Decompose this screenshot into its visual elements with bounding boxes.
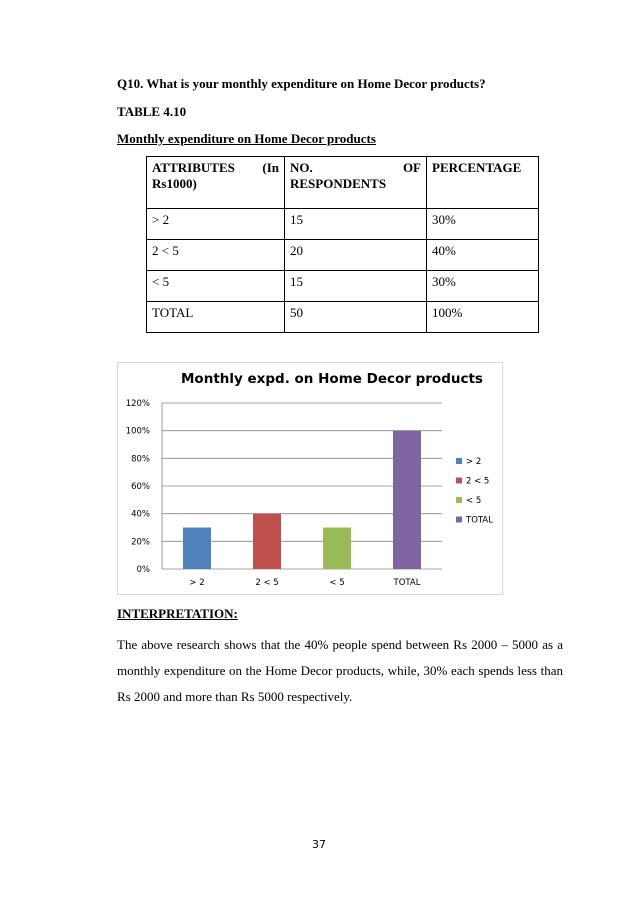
table-cell: > 2	[147, 209, 285, 240]
table-cell: TOTAL	[147, 302, 285, 333]
table-row	[147, 302, 539, 333]
header-respondents	[285, 157, 427, 209]
table-header-row	[147, 157, 539, 209]
table-cell: 30%	[427, 209, 539, 240]
x-tick-label: TOTAL	[393, 578, 421, 588]
table-cell: 30%	[427, 271, 539, 302]
legend-label: TOTAL	[466, 515, 493, 526]
bar	[183, 528, 211, 570]
table-cell: 2 < 5	[147, 240, 285, 271]
header-percentage: PERCENTAGE	[427, 157, 539, 209]
y-tick-label: 20%	[131, 537, 150, 548]
table-label: TABLE 4.10	[117, 104, 187, 119]
header-attributes-unit: Rs1000)	[152, 176, 197, 191]
chart-canvas	[118, 363, 502, 594]
legend-label: > 2	[466, 457, 482, 467]
interpretation-heading: INTERPRETATION:	[117, 606, 238, 621]
chart-title: Monthly expd. on Home Decor products	[181, 371, 483, 387]
y-tick-label: 80%	[131, 454, 150, 465]
table-cell: 15	[285, 209, 427, 240]
header-respondents-word: RESPONDENTS	[290, 176, 387, 191]
legend-label: 2 < 5	[466, 476, 490, 487]
y-tick-label: 60%	[131, 482, 150, 492]
header-respondents-no: NO.	[290, 160, 313, 175]
question-heading: Q10. What is your monthly expenditure on Home Decor products?	[117, 76, 486, 91]
header-attributes-word: ATTRIBUTES	[152, 160, 235, 175]
legend-swatch	[456, 497, 462, 503]
legend-swatch	[456, 458, 462, 464]
table-row	[147, 271, 539, 302]
y-tick-label: 40%	[131, 509, 150, 520]
table-row	[147, 209, 539, 240]
table-cell: 15	[285, 271, 427, 302]
header-attributes-in: (In	[262, 160, 279, 175]
bar	[323, 528, 351, 570]
table-row	[147, 240, 539, 271]
table-cell: 100%	[427, 302, 539, 333]
page-number: 37	[312, 838, 326, 851]
y-tick-label: 0%	[136, 565, 150, 575]
header-attributes	[147, 157, 285, 209]
table-caption: Monthly expenditure on Home Decor products	[117, 131, 376, 146]
x-tick-label: < 5	[329, 578, 345, 588]
table-cell: < 5	[147, 271, 285, 302]
table-cell: 40%	[427, 240, 539, 271]
table-cell: 20	[285, 240, 427, 271]
table-cell: 50	[285, 302, 427, 333]
expenditure-table	[146, 156, 539, 333]
interpretation-paragraph: The above research shows that the 40% people spend between Rs 2000 – 5000 as a monthly expenditure on the Home Decor products, while, 30% each spends less than Rs 2000 and more than Rs 5000 respectively.	[117, 637, 563, 704]
x-tick-label: 2 < 5	[255, 578, 279, 588]
y-tick-label: 120%	[125, 399, 150, 409]
bar	[253, 514, 281, 569]
x-tick-label: > 2	[189, 578, 205, 588]
bar	[393, 431, 421, 569]
y-tick-label: 100%	[125, 426, 150, 437]
legend-label: < 5	[466, 496, 482, 506]
header-respondents-of: OF	[402, 160, 421, 175]
bar-chart	[117, 362, 503, 595]
legend-swatch	[456, 478, 462, 484]
legend-swatch	[456, 517, 462, 523]
